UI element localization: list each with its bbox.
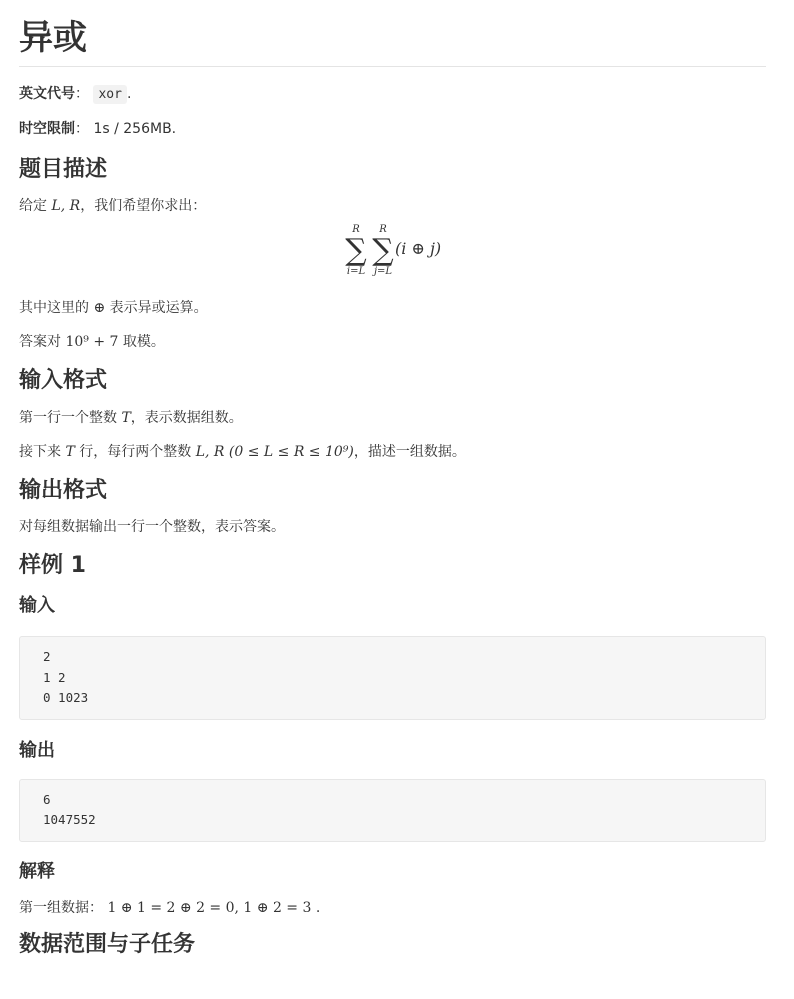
- sample-input-heading: 输入: [19, 595, 55, 616]
- explanation-math: 1 ⊕ 1 = 2 ⊕ 2 = 0, 1 ⊕ 2 = 3: [107, 899, 312, 916]
- page-title: 异或: [19, 0, 766, 67]
- description-heading: 题目描述: [19, 157, 108, 182]
- sample-output-block[interactable]: 6 1047552: [19, 779, 766, 842]
- input-format-line-1: 第一行一个整数 T，表示数据组数。: [19, 410, 243, 426]
- xor-symbol: ⊕: [93, 300, 106, 316]
- input-format-line-2: 接下来 T 行，每行两个整数 L, R (0 ≤ L ≤ R ≤ 10⁹)，描述一组数据。: [19, 444, 466, 460]
- description-line-1: 给定 L, R，我们希望你求出：: [19, 198, 207, 214]
- sample-input-block[interactable]: 2 1 2 0 1023: [19, 636, 766, 720]
- input-range: L, R (0 ≤ L ≤ R ≤ 10⁹): [195, 444, 354, 460]
- sum-formula: [19, 224, 766, 286]
- code-label: 英文代号: [19, 86, 75, 102]
- sum-expression: (i ⊕ j): [395, 239, 442, 258]
- limit-line: 时空限制： 1s / 256MB.: [19, 121, 177, 137]
- constraints-heading: 数据范围与子任务: [19, 931, 196, 957]
- output-format-heading: 输出格式: [19, 478, 108, 503]
- description-line-3: 答案对 10⁹ + 7 取模。: [19, 334, 165, 350]
- code-value: xor: [93, 85, 126, 104]
- sample-output-heading: 输出: [19, 739, 55, 761]
- description-line-2: 其中这里的 ⊕ 表示异或运算。: [19, 300, 208, 316]
- code-line: 英文代号： xor .: [19, 86, 132, 102]
- modulus: 10⁹ + 7: [65, 334, 119, 350]
- limit-label: 时空限制: [19, 121, 75, 137]
- output-format-line-1: 对每组数据输出一行一个整数，表示答案。: [19, 519, 285, 535]
- lr-vars: L, R: [51, 198, 81, 214]
- explanation-line: 第一组数据： 1 ⊕ 1 = 2 ⊕ 2 = 0, 1 ⊕ 2 = 3 .: [19, 899, 321, 916]
- limit-value: 1s / 256MB.: [93, 121, 177, 137]
- input-format-heading: 输入格式: [19, 368, 108, 393]
- explanation-heading: 解释: [19, 860, 55, 882]
- sample-heading: 样例 1: [19, 553, 86, 578]
- sum-symbol-j: R ∑ j=L: [372, 224, 394, 277]
- sum-symbol-i: R ∑ i=L: [345, 224, 367, 277]
